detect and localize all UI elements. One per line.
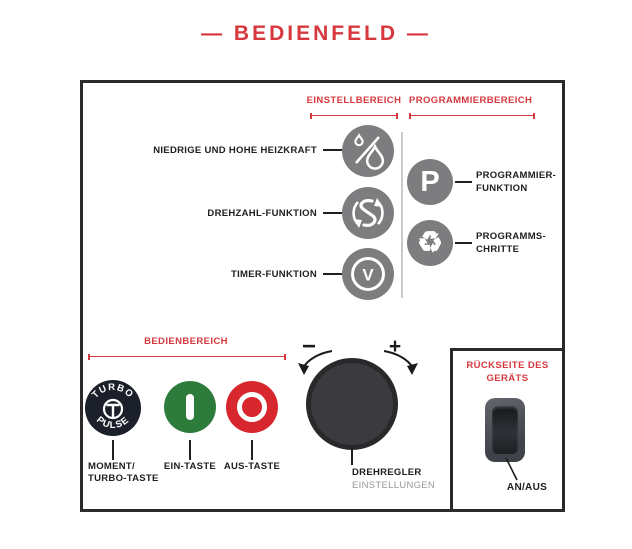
power-switch-rocker bbox=[492, 406, 518, 454]
timer-icon bbox=[342, 248, 394, 300]
recycle-glyph: ♻ bbox=[417, 226, 443, 259]
drehregler-knob[interactable] bbox=[306, 358, 398, 450]
drehregler-label-block bbox=[352, 466, 435, 492]
connector-line bbox=[503, 457, 523, 482]
turbo-pulse-button[interactable] bbox=[85, 380, 141, 436]
program-steps-label bbox=[476, 230, 546, 256]
program-function-label bbox=[476, 169, 556, 195]
program-steps-line2: CHRITTE bbox=[476, 244, 520, 255]
connector-line bbox=[323, 149, 342, 151]
programmierbereich-bracket bbox=[409, 113, 535, 119]
low-high-heat-icon bbox=[342, 125, 394, 177]
rotate-right-arrow bbox=[384, 351, 413, 368]
flame-slash-glyph bbox=[342, 125, 394, 177]
clock-glyph bbox=[342, 248, 394, 300]
off-button-label: AUS-TASTE bbox=[223, 461, 281, 472]
on-button-label: EIN-TASTE bbox=[163, 461, 217, 472]
off-icon bbox=[237, 392, 267, 422]
turbo-pulse-emblem bbox=[85, 380, 141, 436]
on-button[interactable] bbox=[164, 381, 216, 433]
speed-function-label: DREHZAHL-FUNKTION bbox=[207, 208, 317, 219]
connector-line bbox=[351, 447, 353, 465]
rear-label-line2: GERÄTS bbox=[486, 373, 529, 384]
bedienbereich-bracket bbox=[88, 354, 286, 360]
program-function-icon bbox=[407, 159, 453, 205]
program-function-line1: PROGRAMMIER- bbox=[476, 170, 557, 181]
pulse-arc-text: PULSE bbox=[94, 414, 132, 432]
program-function-line2: FUNKTION bbox=[476, 183, 528, 194]
section-label-bedienbereich: BEDIENBEREICH bbox=[144, 336, 228, 347]
turbo-label-line1: MOMENT/ bbox=[88, 461, 135, 472]
off-button[interactable] bbox=[226, 381, 278, 433]
rear-label-line1: RÜCKSEITE DES bbox=[466, 360, 549, 371]
connector-line bbox=[251, 440, 253, 460]
section-label-programmierbereich: PROGRAMMIERBEREICH bbox=[409, 95, 533, 106]
program-steps-icon bbox=[407, 220, 453, 266]
connector-line bbox=[112, 440, 114, 460]
rotation-speed-icon bbox=[342, 187, 394, 239]
program-steps-line1: PROGRAMMS- bbox=[476, 231, 547, 242]
connector-line bbox=[189, 440, 191, 460]
rear-panel-box bbox=[450, 348, 565, 512]
connector-line bbox=[455, 181, 472, 183]
power-switch[interactable] bbox=[485, 398, 525, 462]
minus-label: − bbox=[301, 333, 316, 360]
turbo-label-line2: TURBO-TASTE bbox=[88, 473, 159, 484]
section-divider bbox=[401, 132, 403, 298]
rear-panel-label bbox=[453, 359, 562, 385]
timer-function-label: TIMER-FUNKTION bbox=[231, 269, 317, 280]
connector-line bbox=[455, 242, 472, 244]
plus-label: + bbox=[388, 335, 402, 358]
heat-function-label: NIEDRIGE UND HOHE HEIZKRAFT bbox=[153, 145, 317, 156]
timer-v-glyph: V bbox=[362, 265, 374, 285]
turbo-arc-text: TURBO bbox=[90, 381, 136, 401]
einstellungen-label: EINSTELLUNGEN bbox=[352, 480, 436, 491]
svg-text:TURBO bbox=[90, 382, 136, 401]
page-title: — BEDIENFELD — bbox=[201, 22, 431, 45]
power-switch-label: AN/AUS bbox=[506, 482, 548, 493]
connector-line bbox=[323, 273, 342, 275]
p-glyph: P bbox=[420, 165, 440, 198]
section-label-einstellbereich: EINSTELLBEREICH bbox=[306, 95, 402, 106]
on-icon bbox=[186, 394, 194, 420]
drehregler-label: DREHREGLER bbox=[352, 467, 422, 478]
connector-line bbox=[323, 212, 342, 214]
rotation-glyph bbox=[342, 187, 394, 239]
einstellbereich-bracket bbox=[310, 113, 398, 119]
turbo-button-label bbox=[88, 461, 159, 485]
